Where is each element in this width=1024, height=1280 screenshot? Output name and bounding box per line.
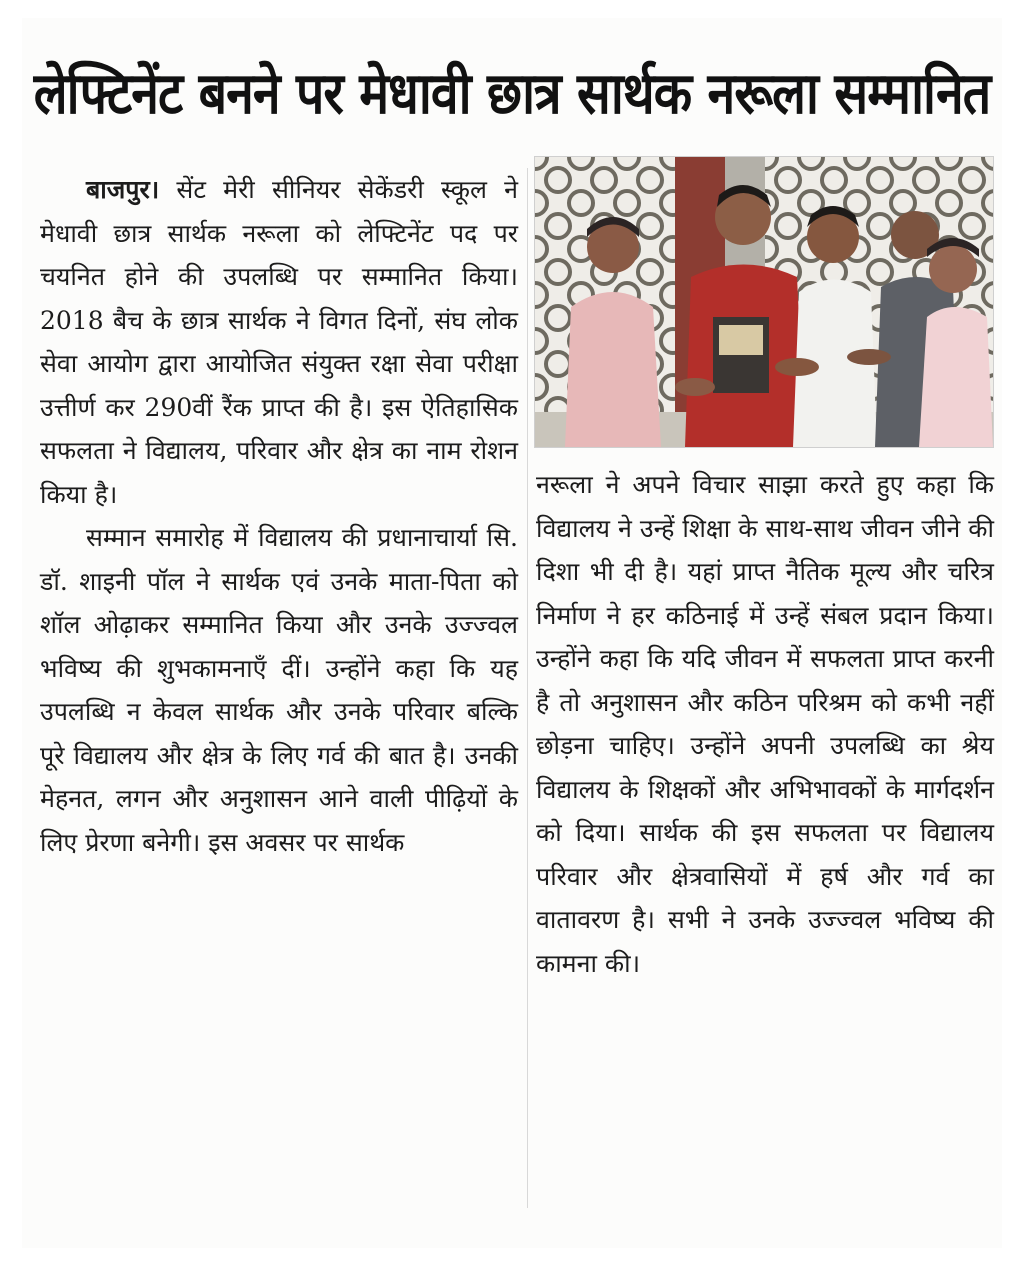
newspaper-clipping [22,18,1002,1248]
article-paragraph-1 [40,168,518,516]
column-divider [527,168,528,1208]
article-paragraph-2: सम्मान समारोह में विद्यालय की प्रधानाचार्या सि. डॉ. शाइनी पॉल ने सार्थक एवं उनके माता-पिता को शॉल ओढ़ाकर सम्मानित किया और उनके उज्ज्वल भविष्य की शुभकामनाएँ दीं। उन्होंने कहा कि यह उपलब्धि न केवल सार्थक और उनके परिवार बल्कि पूरे विद्यालय और क्षेत्र के लिए गर्व की बात है। उनकी मेहनत, लगन और अनुशासन आने वाली पीढ़ियों के लिए प्रेरणा बनेगी। इस अवसर पर सार्थक [40,523,518,857]
article-paragraph-1-text: सेंट मेरी सीनियर सेकेंडरी स्कूल ने मेधावी छात्र सार्थक नरूला को लेफ्टिनेंट पद पर चयनित होने की उपलब्धि पर सम्मानित किया। 2018 बैच के छात्र सार्थक ने विगत दिनों, संघ लोक सेवा आयोग द्वारा आयोजित संयुक्त रक्षा सेवा परीक्षा उत्तीर्ण कर 290वीं रैंक प्राप्त की है। इस ऐतिहासिक सफलता ने विद्यालय, परिवार और क्षेत्र का नाम रोशन किया है। [40,175,518,509]
dateline: बाजपुर। [86,175,160,204]
news-photo [534,156,994,448]
photo-felicitation-image [535,157,993,447]
article-right-column [536,463,994,985]
article-left-column [40,168,518,864]
headline: लेफ्टिनेंट बनने पर मेधावी छात्र सार्थक नरूला सम्मानित [33,59,991,127]
article-paragraph-3: नरूला ने अपने विचार साझा करते हुए कहा कि विद्यालय ने उन्हें शिक्षा के साथ-साथ जीवन जीने की दिशा भी दी है। यहां प्राप्त नैतिक मूल्य और चरित्र निर्माण ने हर कठिनाई में उन्हें संबल प्रदान किया। उन्होंने कहा कि यदि जीवन में सफलता प्राप्त करनी है तो अनुशासन और कठिन परिश्रम को कभी नहीं छोड़ना चाहिए। उन्होंने अपनी उपलब्धि का श्रेय विद्यालय के शिक्षकों और अभिभावकों के मार्गदर्शन को दिया। सार्थक की इस सफलता पर विद्यालय परिवार और क्षेत्रवासियों में हर्ष और गर्व का वातावरण है। सभी ने उनके उज्ज्वल भविष्य की कामना की। [536,470,994,978]
